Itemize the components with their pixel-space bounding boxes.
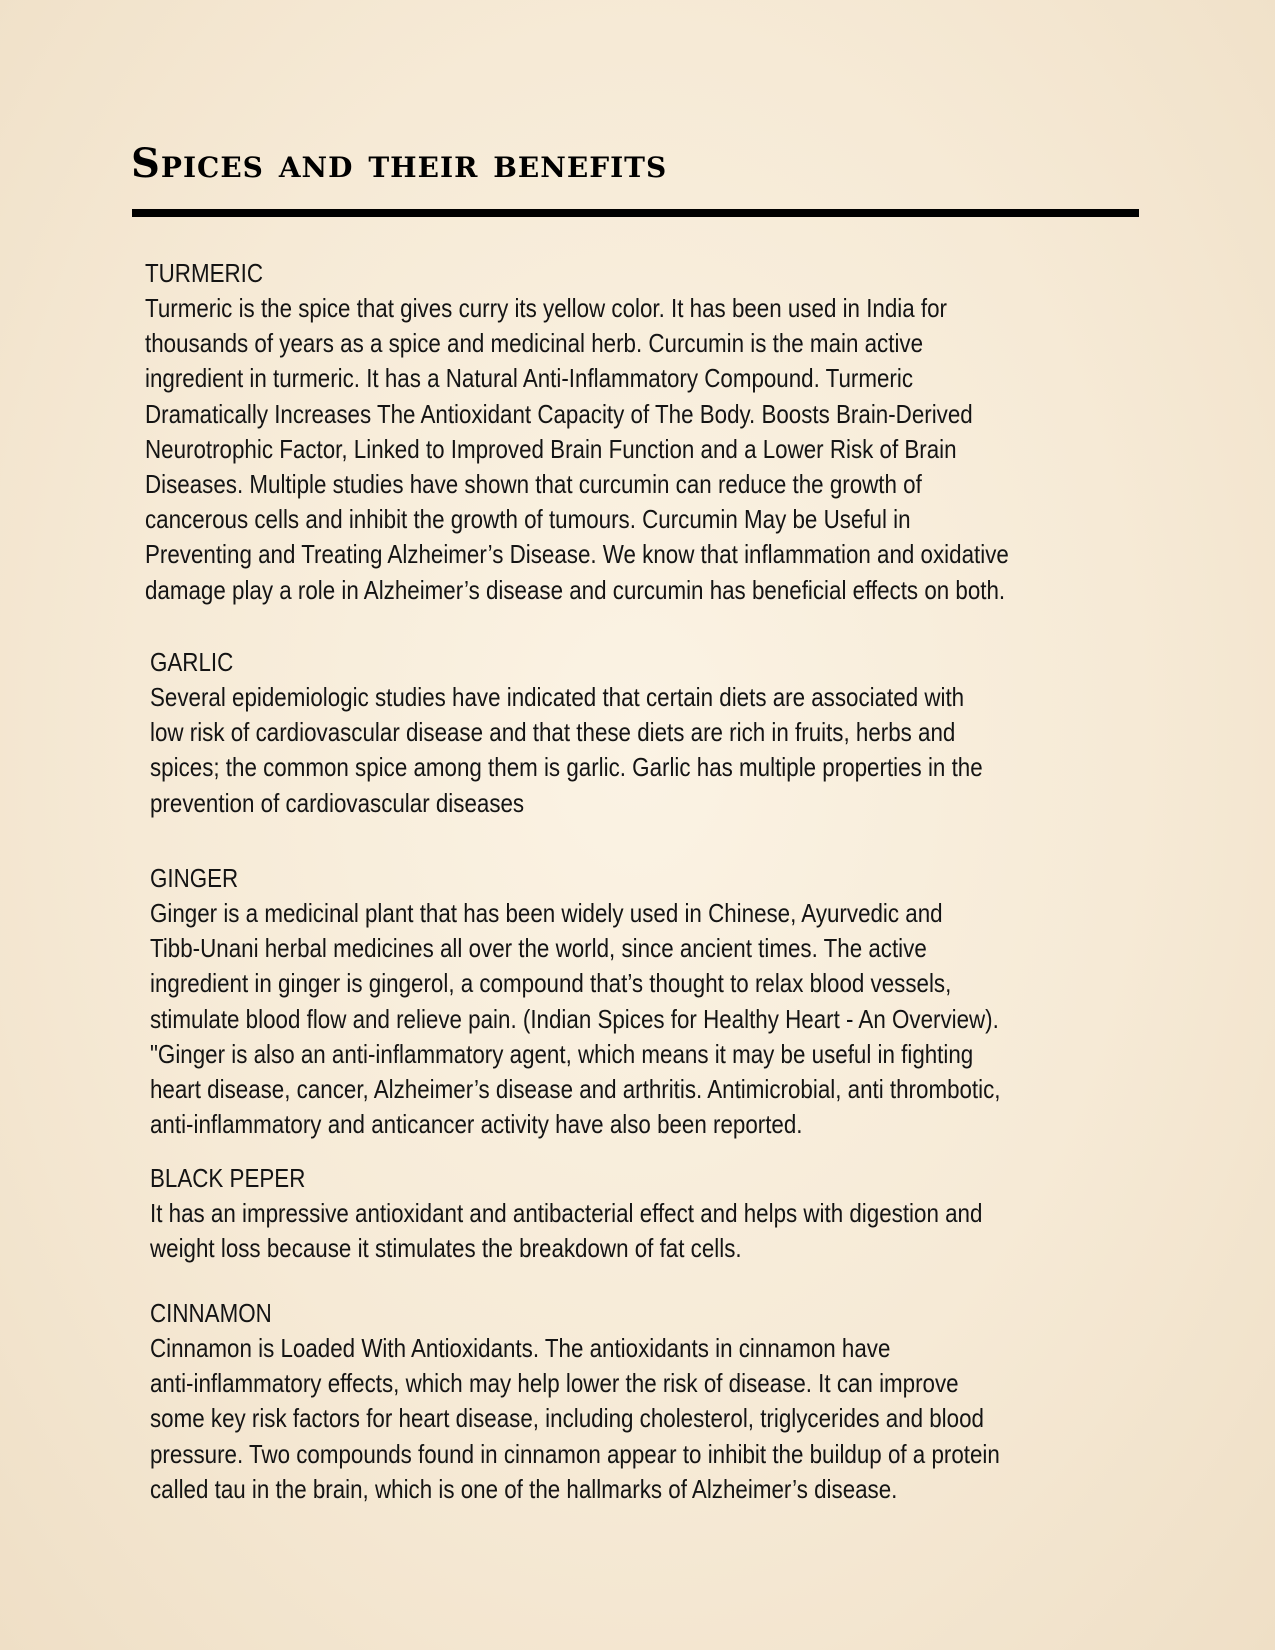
paragraph-line: anti-inflammatory and anticancer activity have also been reported.: [150, 1109, 803, 1140]
title-divider: [132, 209, 1139, 217]
paragraph-line: weight loss because it stimulates the breakdown of fat cells.: [150, 1233, 742, 1264]
section-garlic: [150, 645, 1140, 821]
paragraph-line: Ginger is a medicinal plant that has been widely used in Chinese, Ayurvedic and: [150, 898, 943, 928]
section-turmeric: [145, 256, 1135, 608]
paragraph-line: Tibb-Unani herbal medicines all over the world, since ancient times. The active: [150, 933, 927, 964]
section-heading: BLACK PEPER: [150, 1163, 306, 1193]
paragraph-line: Several epidemiologic studies have indicated that certain diets are associated with: [150, 682, 965, 712]
paragraph-line: Turmeric is the spice that gives curry its yellow color. It has been used in India for: [145, 293, 948, 323]
paragraph-line: Neurotrophic Factor, Linked to Improved Brain Function and a Lower Risk of Brain: [145, 433, 957, 464]
paragraph-line: prevention of cardiovascular diseases: [150, 787, 525, 818]
paragraph-line: It has an impressive antioxidant and antibacterial effect and helps with digestion and: [150, 1198, 983, 1228]
paragraph-line: Dramatically Increases The Antioxidant Capacity of The Body. Boosts Brain-Derived: [145, 398, 973, 429]
paragraph-line: "Ginger is also an anti-inflammatory agent, which means it may be useful in fighting: [150, 1038, 974, 1069]
paragraph-line: Preventing and Treating Alzheimer’s Disease. We know that inflammation and oxidative: [145, 539, 1009, 570]
paragraph-line: Cinnamon is Loaded With Antioxidants. The antioxidants in cinnamon have: [150, 1333, 891, 1363]
paragraph-line: ingredient in ginger is gingerol, a compound that’s thought to relax blood vessels,: [150, 968, 952, 999]
section-heading: CINNAMON: [150, 1298, 272, 1328]
paragraph-line: called tau in the brain, which is one of the hallmarks of Alzheimer’s disease.: [150, 1473, 898, 1504]
paragraph-line: heart disease, cancer, Alzheimer’s disease and arthritis. Antimicrobial, anti thrombotic,: [150, 1074, 1001, 1105]
paragraph-line: damage play a role in Alzheimer’s disease and curcumin has beneficial effects on both.: [145, 574, 1006, 605]
paragraph-line: some key risk factors for heart disease, including cholesterol, triglycerides and blood: [150, 1403, 984, 1434]
paragraph-line: pressure. Two compounds found in cinnamon appear to inhibit the buildup of a protein: [150, 1438, 1000, 1469]
paragraph-line: spices; the common spice among them is garlic. Garlic has multiple properties in the: [150, 752, 983, 783]
section-ginger: [150, 861, 1140, 1142]
paragraph-line: Diseases. Multiple studies have shown that curcumin can reduce the growth of: [145, 469, 922, 500]
section-heading: TURMERIC: [145, 258, 264, 288]
page-title: Spices and their benefits: [131, 140, 668, 187]
paragraph-line: stimulate blood flow and relieve pain. (Indian Spices for Healthy Heart - An Overview).: [150, 1003, 999, 1034]
paragraph-line: ingredient in turmeric. It has a Natural Anti-Inflammatory Compound. Turmeric: [145, 363, 914, 394]
section-cinnamon: [150, 1296, 1140, 1507]
paragraph-line: cancerous cells and inhibit the growth of tumours. Curcumin May be Useful in: [145, 504, 911, 535]
section-heading: GINGER: [150, 863, 239, 893]
paragraph-line: thousands of years as a spice and medicinal herb. Curcumin is the main active: [145, 328, 924, 359]
paragraph-line: anti-inflammatory effects, which may help lower the risk of disease. It can improve: [150, 1368, 959, 1399]
paragraph-line: low risk of cardiovascular disease and that these diets are rich in fruits, herbs and: [150, 717, 956, 748]
section-black-pepper: [150, 1161, 1140, 1266]
section-heading: GARLIC: [150, 647, 234, 677]
